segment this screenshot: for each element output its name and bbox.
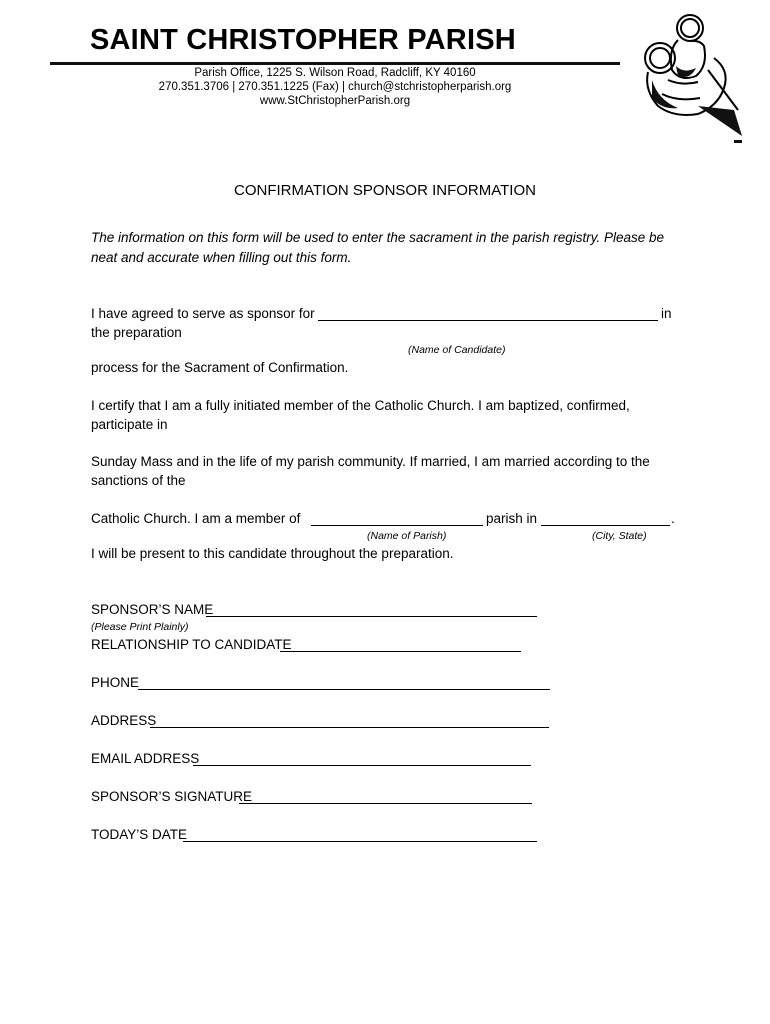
header-divider (50, 62, 620, 65)
sponsor-name-field[interactable] (206, 616, 537, 617)
relationship-field[interactable] (280, 651, 521, 652)
parish-caption: (Name of Parish) (367, 530, 447, 542)
city-caption: (City, State) (592, 530, 647, 542)
candidate-caption: (Name of Candidate) (408, 344, 506, 356)
candidate-name-field[interactable] (318, 320, 658, 321)
parish-contact: 270.351.3706 | 270.351.1225 (Fax) | church@stchristopherparish.org (158, 81, 512, 93)
email-label: EMAIL ADDRESS (91, 751, 200, 766)
agree-suffix: in (661, 306, 672, 321)
relationship-label: RELATIONSHIP TO CANDIDATE (91, 637, 292, 652)
signature-label: SPONSOR’S SIGNATURE (91, 789, 253, 804)
address-field[interactable] (150, 727, 549, 728)
member-prefix: Catholic Church. I am a member of (91, 511, 301, 526)
parish-name-field[interactable] (311, 525, 483, 526)
member-end: . (671, 511, 675, 526)
form-title: CONFIRMATION SPONSOR INFORMATION (234, 182, 536, 199)
certify-line1: I certify that I am a fully initiated member of the Catholic Church. I am baptized, confirmed, (91, 398, 630, 413)
agree-prefix: I have agreed to serve as sponsor for (91, 306, 315, 321)
agree-line2: the preparation (91, 325, 182, 340)
intro-text-line1: The information on this form will be used to enter the sacrament in the parish registry. Please be (91, 230, 665, 245)
parish-website: www.StChristopherParish.org (259, 95, 411, 107)
parish-name: SAINT CHRISTOPHER PARISH (90, 24, 516, 56)
saint-christopher-icon (638, 10, 748, 144)
certify-line2: participate in (91, 417, 168, 432)
signature-field[interactable] (239, 803, 532, 804)
parish-address: Parish Office, 1225 S. Wilson Road, Radcliff, KY 40160 (194, 67, 476, 79)
mass-line1: Sunday Mass and in the life of my parish community. If married, I am married according to the (91, 454, 650, 469)
intro-text-line2: neat and accurate when filling out this form. (91, 250, 352, 265)
address-label: ADDRESS (91, 713, 157, 728)
member-mid: parish in (486, 511, 538, 526)
phone-label: PHONE (91, 675, 140, 690)
sponsor-name-label: SPONSOR’S NAME (91, 602, 214, 617)
email-field[interactable] (193, 765, 531, 766)
process-line: process for the Sacrament of Confirmation. (91, 360, 349, 375)
mass-line2: sanctions of the (91, 473, 186, 488)
date-label: TODAY’S DATE (91, 827, 188, 842)
date-field[interactable] (183, 841, 537, 842)
phone-field[interactable] (138, 689, 550, 690)
city-state-field[interactable] (541, 525, 670, 526)
present-line: I will be present to this candidate throughout the preparation. (91, 546, 454, 561)
sponsor-name-caption: (Please Print Plainly) (91, 621, 189, 633)
